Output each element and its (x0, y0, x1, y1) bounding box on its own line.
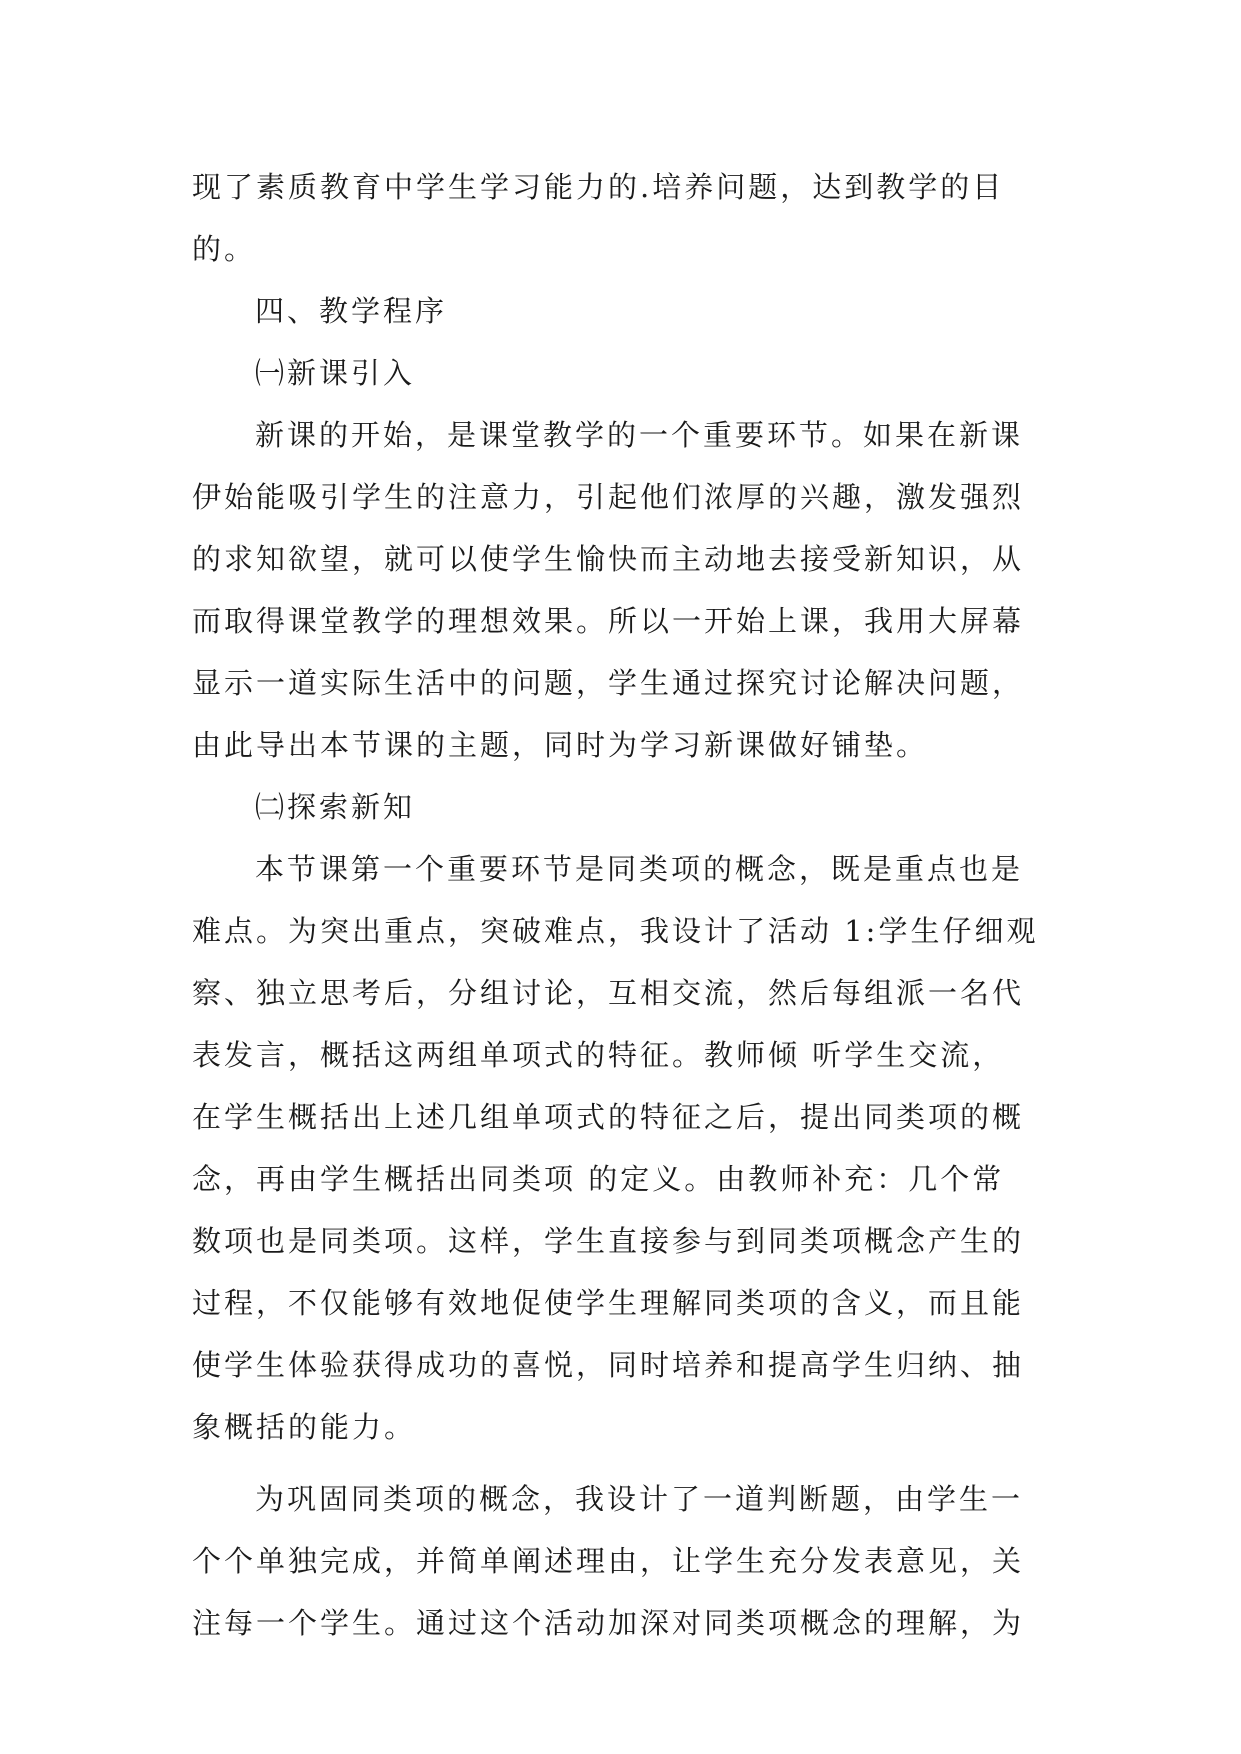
paragraph-line: 新课的开始，是课堂教学的一个重要环节。如果在新课 (255, 418, 1024, 452)
paragraph-line: 察、独立思考后，分组讨论，互相交流，然后每组派一名代 (192, 976, 1025, 1010)
paragraph-line: 表发言，概括这两组单项式的特征。教师倾 听学生交流， (192, 1038, 1005, 1072)
paragraph-line: 而取得课堂教学的理想效果。所以一开始上课，我用大屏幕 (192, 604, 1025, 638)
paragraph-line: 个个单独完成，并简单阐述理由，让学生充分发表意见，关 (192, 1544, 1025, 1578)
paragraph-line: 注每一个学生。通过这个活动加深对同类项概念的理解，为 (192, 1606, 1025, 1640)
paragraph-line: 数项也是同类项。这样，学生直接参与到同类项概念产生的 (192, 1224, 1025, 1258)
paragraph-line: 过程，不仅能够有效地促使学生理解同类项的含义，而且能 (192, 1286, 1025, 1320)
paragraph-line: 使学生体验获得成功的喜悦，同时培养和提高学生归纳、抽 (192, 1348, 1025, 1382)
subsection-heading: ㈡探索新知 (255, 790, 416, 824)
paragraph-line: 伊始能吸引学生的注意力，引起他们浓厚的兴趣，激发强烈 (192, 480, 1025, 514)
paragraph-line: 难点。为突出重点，突破难点，我设计了活动 1:学生仔细观 (192, 914, 1039, 948)
paragraph-line: 显示一道实际生活中的问题，学生通过探究讨论解决问题， (192, 666, 1025, 700)
paragraph-line: 念，再由学生概括出同类项 的定义。由教师补充：几个常 (192, 1162, 1005, 1196)
paragraph-line: 在学生概括出上述几组单项式的特征之后，提出同类项的概 (192, 1100, 1025, 1134)
paragraph-line: 由此导出本节课的主题，同时为学习新课做好铺垫。 (192, 728, 929, 762)
paragraph-line: 为巩固同类项的概念，我设计了一道判断题，由学生一 (255, 1482, 1024, 1516)
paragraph-line: 本节课第一个重要环节是同类项的概念，既是重点也是 (255, 852, 1024, 886)
paragraph-line: 象概括的能力。 (192, 1410, 417, 1444)
section-heading: 四、教学程序 (255, 294, 448, 328)
document-body (192, 156, 1052, 1654)
subsection-heading: ㈠新课引入 (255, 356, 416, 390)
paragraph-line: 现了素质教育中学生学习能力的.培养问题，达到教学的目 (192, 170, 1005, 204)
paragraph-line: 的求知欲望，就可以使学生愉快而主动地去接受新知识，从 (192, 542, 1025, 576)
paragraph-line: 的。 (192, 232, 257, 266)
